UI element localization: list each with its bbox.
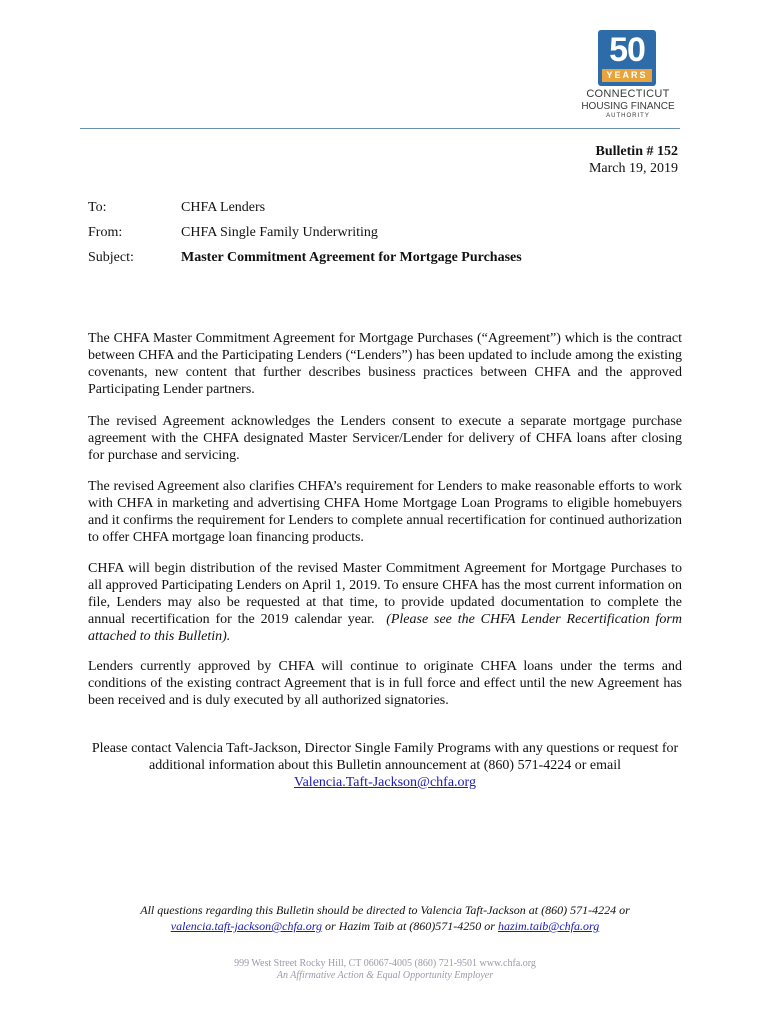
paragraph-5: Lenders currently approved by CHFA will continue to originate CHFA loans under the terms and conditions of the existing contract Agreement that is in full force and effect until the new Agreement has been received and is duly executed by all authorized signatories. (88, 659, 682, 708)
footer-note-mid: or Hazim Taib at (860)571-4250 or (322, 919, 498, 933)
from-label: From: (88, 225, 123, 240)
bulletin-date: March 19, 2019 (588, 161, 678, 176)
footer-note-line1: All questions regarding this Bulletin should be directed to Valencia Taft-Jackson at (860) 571-4224 or (140, 903, 630, 917)
footer-email-hazim[interactable]: hazim.taib@chfa.org (497, 919, 600, 933)
paragraph-4-note: (Please see the CHFA Lender Recertification form attached to this Bulletin). (88, 612, 682, 644)
paragraph-4-text: CHFA will begin distribution of the revised Master Commitment Agreement for Mortgage Purchases to all approved Participating Lenders on April 1, 2019. To ensure CHFA has the most current information on file, Lenders may also be requested at that time, to provide updated documentation to complete the annual recertification for the 2019 calendar year. (88, 561, 682, 627)
badge-years: YEARS (602, 69, 652, 82)
subject-label: Subject: (88, 250, 134, 265)
bulletin-number: Bulletin # 152 (595, 144, 678, 159)
footer-address: 999 West Street Rocky Hill, CT 06067-4005 (860) 721-9501 www.chfa.org (234, 958, 536, 969)
paragraph-4 (88, 560, 682, 645)
paragraph-1: The CHFA Master Commitment Agreement for Mortgage Purchases (“Agreement”) which is the contract between CHFA and the Participating Lenders (“Lenders”) has been updated to include among the existing covenants, new content that further describes business practices between CHFA and the approved Participating Lender partners. (88, 331, 682, 397)
contact-line1: Please contact Valencia Taft-Jackson, Director Single Family Programs with any questions or request for (91, 741, 679, 756)
paragraph-3: The revised Agreement also clarifies CHFA’s requirement for Lenders to make reasonable efforts to work with CHFA in marketing and advertising CHFA Home Mortgage Loan Programs to eligible homebuyers and it confirms the requirement for Lenders to complete annual recertification for continued authorization to offer CHFA mortgage loan financing products. (88, 479, 682, 545)
subject-value: Master Commitment Agreement for Mortgage Purchases (181, 250, 522, 265)
footer-eoe: An Affirmative Action & Equal Opportunity Employer (276, 970, 494, 981)
org-name-line3: AUTHORITY (606, 113, 650, 119)
contact-block (80, 740, 690, 791)
header-rule (80, 128, 680, 129)
to-label: To: (88, 200, 107, 215)
footer-note (80, 902, 690, 934)
to-value: CHFA Lenders (181, 200, 266, 215)
contact-line2: additional information about this Bulletin announcement at (860) 571-4224 or email (148, 758, 621, 773)
badge-number: 50 (609, 31, 645, 69)
org-name-line2: HOUSING FINANCE (581, 101, 675, 112)
paragraph-2: The revised Agreement acknowledges the Lenders consent to execute a separate mortgage purchase agreement with the CHFA designated Master Servicer/Lender for delivery of CHFA loans after closing for purchase and servicing. (88, 414, 682, 463)
from-value: CHFA Single Family Underwriting (181, 225, 378, 240)
chfa-logo (578, 30, 678, 122)
footer-note-line2 (80, 918, 690, 934)
footer-email-valencia[interactable]: valencia.taft-jackson@chfa.org (170, 919, 323, 933)
50-years-badge (598, 30, 656, 86)
contact-email-link[interactable]: Valencia.Taft-Jackson@chfa.org (294, 775, 476, 790)
org-name-line1: CONNECTICUT (586, 88, 670, 100)
